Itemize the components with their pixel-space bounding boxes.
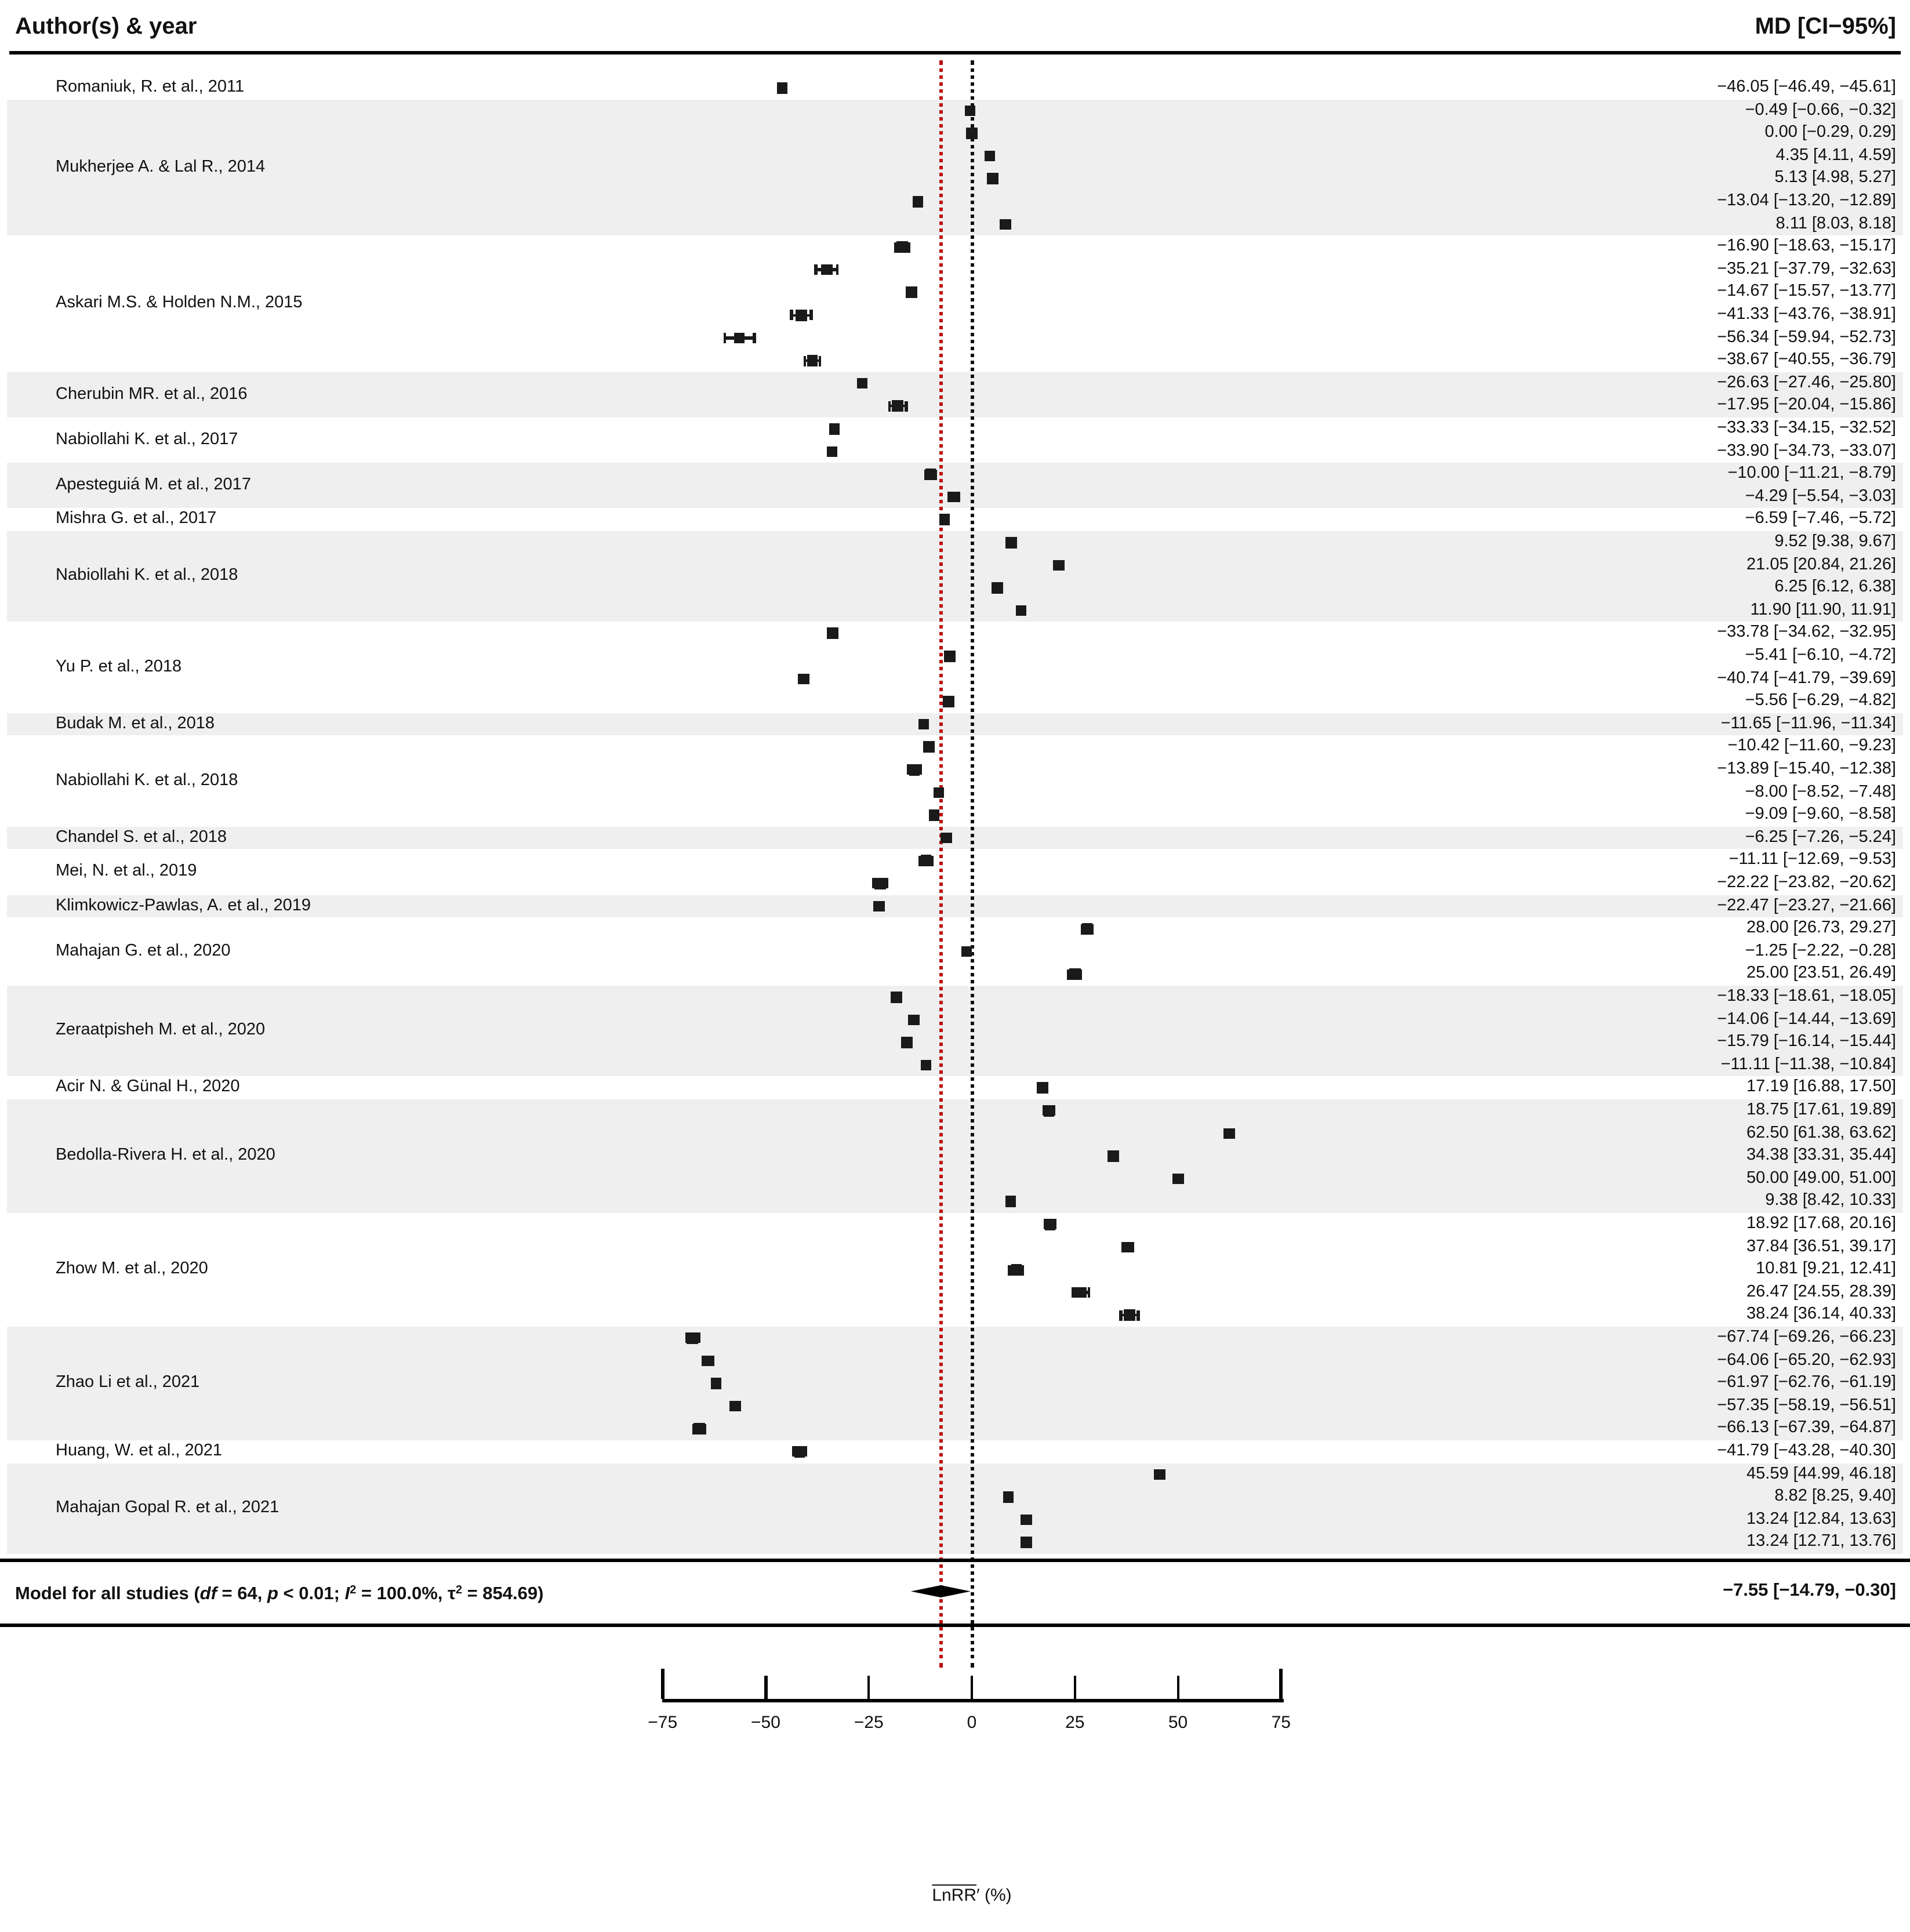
study-author-label: Yu P. et al., 2018 (56, 657, 182, 676)
estimate-ci-text: −14.06 [−14.44, −13.69] (1717, 1009, 1896, 1029)
estimate-ci-text: 18.75 [17.61, 19.89] (1746, 1101, 1896, 1119)
estimate-ci-text: 62.50 [61.38, 63.62] (1746, 1123, 1896, 1142)
estimate-ci-text: −22.47 [−23.27, −21.66] (1717, 896, 1896, 915)
estimate-ci-text: −61.97 [−62.76, −61.19] (1717, 1373, 1896, 1392)
estimate-ci-text: −18.33 [−18.61, −18.05] (1717, 987, 1896, 1005)
x-axis-tick (1280, 1668, 1283, 1699)
x-axis-tick-label: −50 (751, 1713, 780, 1733)
x-axis-tick-label: −25 (854, 1713, 884, 1733)
model-label-segment: p (267, 1584, 278, 1604)
estimate-ci-text: 10.81 [9.21, 12.41] (1756, 1259, 1896, 1279)
model-label-segment: Model for all studies ( (15, 1584, 200, 1604)
x-axis-tick (971, 1675, 974, 1699)
estimate-ci-text: −35.21 [−37.79, −32.63] (1717, 259, 1896, 278)
estimate-ci-text: −13.04 [−13.20, −12.89] (1717, 191, 1896, 210)
estimate-ci-text: −57.35 [−58.19, −56.51] (1717, 1396, 1896, 1415)
estimate-ci-text: 11.90 [11.90, 11.91] (1750, 600, 1896, 619)
estimate-ci-text: −14.67 [−15.57, −13.77] (1717, 282, 1896, 301)
study-author-label: Bedolla-Rivera H. et al., 2020 (56, 1146, 275, 1165)
model-label-segment: = 854.69) (462, 1584, 544, 1604)
x-axis-tick-label: 25 (1065, 1713, 1085, 1733)
study-author-label: Acir N. & Günal H., 2020 (56, 1077, 240, 1096)
x-axis-tick-label: 75 (1271, 1713, 1291, 1733)
x-axis-line (663, 1699, 1284, 1702)
estimate-ci-text: 0.00 [−0.29, 0.29] (1764, 123, 1896, 142)
model-label-segment: df (199, 1584, 217, 1604)
estimate-ci-text: 6.25 [6.12, 6.38] (1774, 578, 1896, 597)
study-author-label: Mahajan Gopal R. et al., 2021 (56, 1498, 279, 1517)
study-author-label: Mishra G. et al., 2017 (56, 509, 217, 528)
estimate-ci-text: −33.33 [−34.15, −32.52] (1717, 419, 1896, 437)
estimate-ci-text: 13.24 [12.84, 13.63] (1746, 1509, 1896, 1528)
x-axis-tick (661, 1668, 664, 1699)
model-label-segment: = 64, (216, 1584, 267, 1604)
study-author-label: Chandel S. et al., 2018 (56, 827, 227, 847)
estimate-ci-text: −11.11 [−12.69, −9.53] (1729, 850, 1896, 869)
estimate-ci-text: −8.00 [−8.52, −7.48] (1745, 782, 1896, 801)
estimate-ci-text: 8.82 [8.25, 9.40] (1774, 1487, 1896, 1506)
estimate-ci-text: −5.41 [−6.10, −4.72] (1745, 646, 1896, 664)
axis-title-suffix: (%) (979, 1886, 1012, 1905)
x-axis-tick-label: 0 (967, 1713, 977, 1733)
estimate-ci-text: 38.24 [36.14, 40.33] (1746, 1305, 1896, 1324)
estimate-ci-text: −16.90 [−18.63, −15.17] (1717, 237, 1896, 256)
study-author-label: Budak M. et al., 2018 (56, 714, 215, 733)
study-author-label: Mei, N. et al., 2019 (56, 862, 197, 881)
estimate-ci-text: −56.34 [−59.94, −52.73] (1717, 328, 1896, 347)
estimate-ci-text: −33.90 [−34.73, −33.07] (1717, 441, 1896, 460)
estimate-ci-text: −11.11 [−11.38, −10.84] (1720, 1055, 1896, 1074)
estimate-ci-text: 17.19 [16.88, 17.50] (1746, 1077, 1896, 1096)
estimate-ci-text: −38.67 [−40.55, −36.79] (1717, 350, 1896, 369)
estimate-ci-text: 28.00 [26.73, 29.27] (1746, 918, 1896, 938)
column-header-estimates: MD [CI−95%] (1755, 14, 1896, 39)
x-axis-tick (764, 1675, 767, 1699)
estimate-ci-text: 26.47 [24.55, 28.39] (1746, 1282, 1896, 1301)
header-rule (9, 51, 1901, 54)
model-summary-estimate: −7.55 [−14.79, −0.30] (1722, 1581, 1896, 1600)
estimate-ci-text: 9.52 [9.38, 9.67] (1774, 532, 1896, 551)
estimate-ci-text: 45.59 [44.99, 46.18] (1746, 1464, 1896, 1483)
x-axis-tick (1073, 1675, 1076, 1699)
model-label-segment: 2 (455, 1584, 462, 1597)
axis-title-prime: ′ (976, 1886, 980, 1905)
estimate-ci-text: −26.63 [−27.46, −25.80] (1717, 373, 1896, 392)
estimate-ci-text: −33.78 [−34.62, −32.95] (1717, 623, 1896, 642)
x-axis-title (856, 1886, 1088, 1905)
estimate-ci-text: −41.33 [−43.76, −38.91] (1717, 305, 1896, 324)
estimate-ci-text: −10.42 [−11.60, −9.23] (1727, 736, 1896, 756)
estimate-ci-text: −46.05 [−46.49, −45.61] (1717, 78, 1896, 96)
estimate-ci-text: 8.11 [8.03, 8.18] (1775, 214, 1896, 233)
study-author-label: Huang, W. et al., 2021 (56, 1441, 222, 1460)
model-label-segment: < 0.01; (278, 1584, 345, 1604)
study-author-label: Nabiollahi K. et al., 2018 (56, 566, 238, 585)
estimate-ci-text: 21.05 [20.84, 21.26] (1746, 555, 1896, 574)
study-author-label: Klimkowicz-Pawlas, A. et al., 2019 (56, 896, 311, 915)
estimate-ci-text: 50.00 [49.00, 51.00] (1746, 1168, 1896, 1187)
estimate-ci-text: 4.35 [4.11, 4.59] (1775, 146, 1896, 165)
estimate-ci-text: 25.00 [23.51, 26.49] (1746, 964, 1896, 983)
estimate-ci-text: −10.00 [−11.21, −8.79] (1727, 464, 1896, 483)
estimate-ci-text: −9.09 [−9.60, −8.58] (1745, 805, 1896, 824)
model-label-segment: I (344, 1584, 350, 1604)
study-author-label: Nabiollahi K. et al., 2017 (56, 430, 238, 449)
estimate-ci-text: −13.89 [−15.40, −12.38] (1717, 760, 1896, 778)
model-label-segment: = 100.0%, τ (356, 1584, 456, 1604)
estimate-ci-text: −5.56 [−6.29, −4.82] (1745, 691, 1896, 710)
estimate-ci-text: −41.79 [−43.28, −40.30] (1717, 1441, 1896, 1460)
study-author-label: Mahajan G. et al., 2020 (56, 941, 231, 960)
estimate-ci-text: −15.79 [−16.14, −15.44] (1717, 1032, 1896, 1051)
study-author-label: Askari M.S. & Holden N.M., 2015 (56, 293, 303, 313)
estimate-ci-text: −0.49 [−0.66, −0.32] (1745, 100, 1896, 119)
estimate-ci-text: 34.38 [33.31, 35.44] (1746, 1146, 1896, 1165)
study-author-label: Mukherjee A. & Lal R., 2014 (56, 157, 266, 176)
column-header-authors: Author(s) & year (15, 14, 197, 39)
estimate-ci-text: −22.22 [−23.82, −20.62] (1717, 873, 1896, 892)
estimate-ci-text: −17.95 [−20.04, −15.86] (1717, 395, 1896, 415)
x-axis-tick (1176, 1675, 1179, 1699)
study-author-label: Romaniuk, R. et al., 2011 (56, 78, 245, 96)
estimate-ci-text: 37.84 [36.51, 39.17] (1746, 1237, 1896, 1256)
estimate-ci-text: −4.29 [−5.54, −3.03] (1745, 486, 1896, 506)
x-axis-tick (867, 1675, 870, 1699)
model-label-segment: 2 (350, 1584, 357, 1597)
estimate-ci-text: −1.25 [−2.22, −0.28] (1745, 941, 1896, 960)
estimate-ci-text: −40.74 [−41.79, −39.69] (1717, 669, 1896, 688)
study-author-label: Nabiollahi K. et al., 2018 (56, 771, 238, 790)
estimate-ci-text: −64.06 [−65.20, −62.93] (1717, 1350, 1896, 1370)
study-author-label: Apesteguiá M. et al., 2017 (56, 475, 251, 494)
estimate-ci-text: −6.59 [−7.46, −5.72] (1745, 509, 1896, 528)
axis-title-main: LnRR (932, 1886, 977, 1905)
study-author-label: Zhow M. et al., 2020 (56, 1259, 208, 1279)
study-author-label: Zeraatpisheh M. et al., 2020 (56, 1021, 266, 1040)
study-author-label: Zhao Li et al., 2021 (56, 1373, 200, 1392)
estimate-ci-text: 18.92 [17.68, 20.16] (1746, 1214, 1896, 1233)
estimate-ci-text: 9.38 [8.42, 10.33] (1765, 1191, 1896, 1210)
estimate-ci-text: 5.13 [4.98, 5.27] (1774, 168, 1896, 187)
estimate-ci-text: −66.13 [−67.39, −64.87] (1717, 1418, 1896, 1437)
model-summary-label (15, 1578, 543, 1606)
estimate-ci-text: −67.74 [−69.26, −66.23] (1717, 1328, 1896, 1346)
x-axis-tick-label: 50 (1168, 1713, 1188, 1733)
estimate-ci-text: −11.65 [−11.96, −11.34] (1720, 714, 1896, 733)
x-axis-tick-label: −75 (648, 1713, 678, 1733)
study-author-label: Cherubin MR. et al., 2016 (56, 384, 248, 404)
estimate-ci-text: 13.24 [12.71, 13.76] (1746, 1532, 1896, 1551)
estimate-ci-text: −6.25 [−7.26, −5.24] (1745, 827, 1896, 847)
